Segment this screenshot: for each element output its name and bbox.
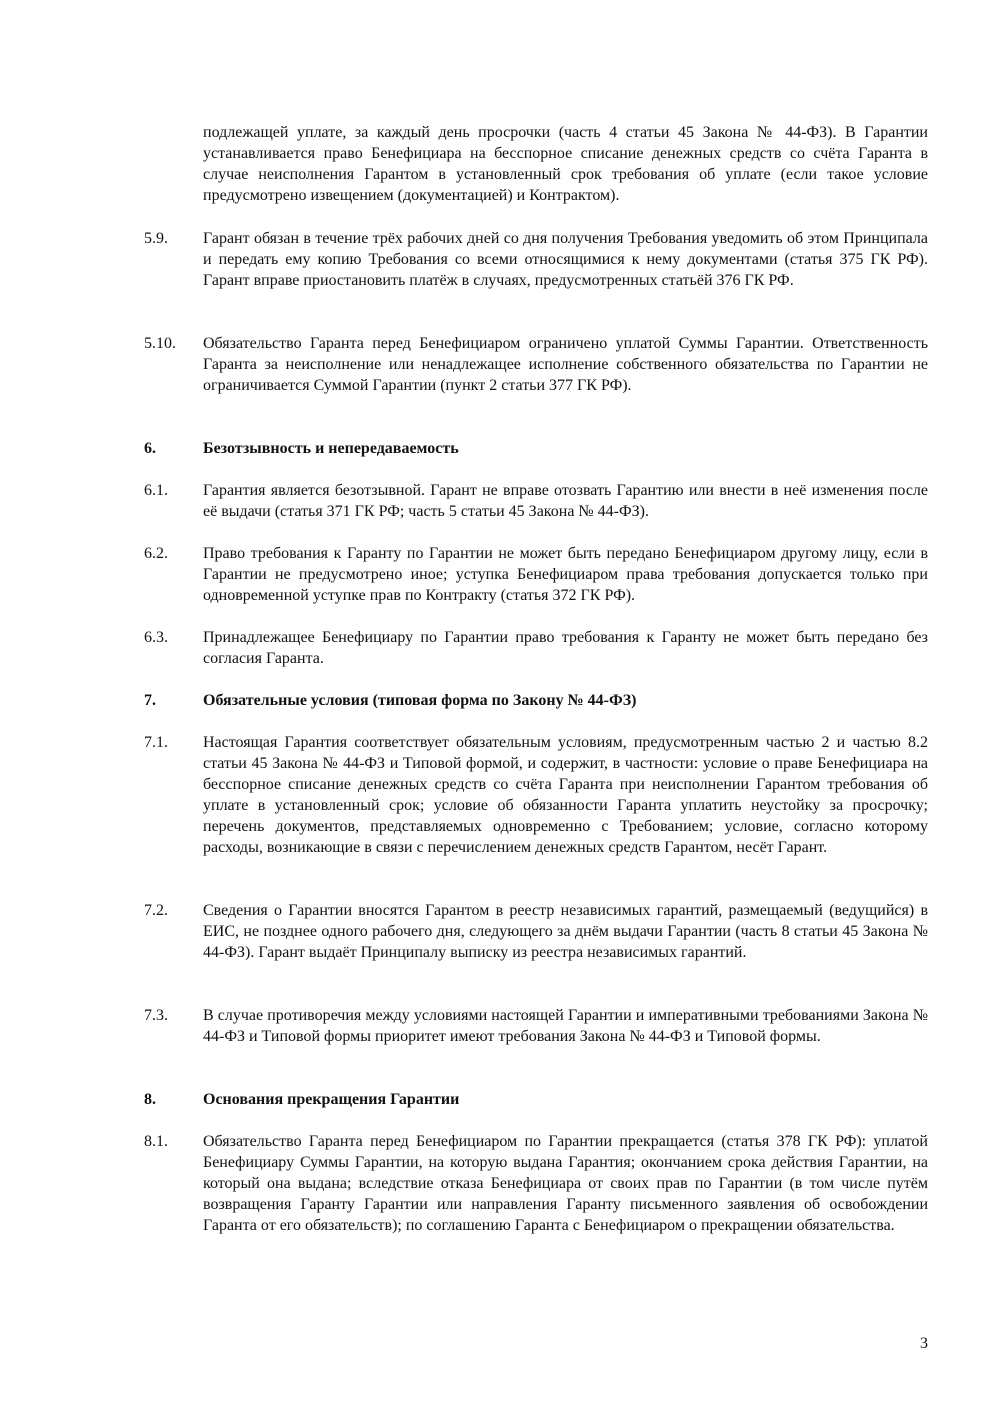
section-title: Безотзывность и непередаваемость: [203, 440, 459, 457]
clause-6-2: [144, 543, 928, 606]
clause-number: 7.1.: [144, 734, 168, 751]
clause-number: 7.3.: [144, 1007, 168, 1024]
clause-7-2: [144, 900, 928, 963]
section-number: 7.: [144, 692, 156, 709]
section-title: Основания прекращения Гарантии: [203, 1091, 460, 1108]
clause-text: В случае противоречия между условиями настоящей Гарантии и императивными требованиями Закона № 44-ФЗ и Типовой формы приоритет имеют требования Закона № 44-ФЗ и Типовой формы.: [203, 1007, 928, 1045]
clause-number: 5.9.: [144, 230, 168, 247]
clause-text: Право требования к Гаранту по Гарантии не может быть передано Бенефициаром другому лицу, если в Гарантии не предусмотрено иное; уступка Бенефициаром права требования допускается только при одновременной уступке прав по Контракту (статья 372 ГК РФ).: [203, 545, 928, 604]
section-number: 8.: [144, 1091, 156, 1108]
clause-text: Обязательство Гаранта перед Бенефициаром ограничено уплатой Суммы Гарантии. Ответственность Гаранта за неисполнение или ненадлежащее исполнение собственного обязательства по Гарантии не ограничивается Суммой Гарантии (пункт 2 статьи 377 ГК РФ).: [203, 335, 928, 394]
clause-number: 6.3.: [144, 629, 168, 646]
clause-text: Сведения о Гарантии вносятся Гарантом в реестр независимых гарантий, размещаемый (ведущийся) в ЕИС, не позднее одного рабочего дня, следующего за днём выдачи Гарантии (часть 8 статьи 45 Закона № 44-ФЗ). Гарант выдаёт Принципалу выписку из реестра независимых гарантий.: [203, 902, 928, 961]
section-heading-7: [144, 690, 928, 711]
clause-7-1: [144, 732, 928, 858]
page-number: 3: [920, 1335, 928, 1352]
clause-text: Принадлежащее Бенефициару по Гарантии право требования к Гаранту не может быть передано без согласия Гаранта.: [203, 629, 928, 667]
clause-text: Обязательство Гаранта перед Бенефициаром по Гарантии прекращается (статья 378 ГК РФ): уплатой Бенефициару Суммы Гарантии, на которую выдана Гарантия; окончанием срока действия Гарантии, на который она выдана; вследствие отказа Бенефициара от своих прав по Гарантии (в том числе путём возвращения Гаранту Гарантии или направления Гаранту письменного заявления об освобождении Гаранта от его обязательств); по соглашению Гаранта с Бенефициаром о прекращении обязательства.: [203, 1133, 928, 1234]
clause-number: 7.2.: [144, 902, 168, 919]
clause-7-3: [144, 1005, 928, 1047]
clause-8-1: [144, 1131, 928, 1236]
clause-number: 6.2.: [144, 545, 168, 562]
section-heading-8: [144, 1089, 928, 1110]
clause-number: 5.10.: [144, 335, 176, 352]
section-title: Обязательные условия (типовая форма по Закону № 44-ФЗ): [203, 692, 637, 709]
section-heading-6: [144, 438, 928, 459]
clause-5-10: [144, 333, 928, 396]
clause-5-9: [144, 228, 928, 291]
clause-text: Настоящая Гарантия соответствует обязательным условиям, предусмотренным частью 2 и частью 8.2 статьи 45 Закона № 44-ФЗ и Типовой формой, и содержит, в частности: условие о праве Бенефициара на бесспорное списание денежных средств со счёта Гаранта при неисполнении Гарантом требования об уплате в установленный срок; условие об обязанности Гаранта уплатить неустойку за просрочку; перечень документов, представляемых одновременно с Требованием; условие, согласно которому расходы, возникающие в связи с перечислением денежных средств Гарантом, несёт Гарант.: [203, 734, 928, 856]
clause-number: 8.1.: [144, 1133, 168, 1150]
clause-text: Гарантия является безотзывной. Гарант не вправе отозвать Гарантию или внести в неё изменения после её выдачи (статья 371 ГК РФ; часть 5 статьи 45 Закона № 44-ФЗ).: [203, 482, 928, 520]
clause-6-1: [144, 480, 928, 522]
clause-6-3: [144, 627, 928, 669]
clause-text: Гарант обязан в течение трёх рабочих дней со дня получения Требования уведомить об этом Принципала и передать ему копию Требования со всеми относящимися к нему документами (статья 375 ГК РФ). Гарант вправе приостановить платёж в случаях, предусмотренных статьёй 376 ГК РФ.: [203, 230, 928, 289]
clause-number: 6.1.: [144, 482, 168, 499]
continuation-paragraph: подлежащей уплате, за каждый день просрочки (часть 4 статьи 45 Закона № 44-ФЗ). В Гарантии устанавливается право Бенефициара на бесспорное списание денежных средств со счёта Гаранта в случае неисполнения Гарантом в установленный срок требования об уплате (если такое условие предусмотрено извещением (документацией) и Контрактом).: [203, 124, 928, 204]
section-number: 6.: [144, 440, 156, 457]
